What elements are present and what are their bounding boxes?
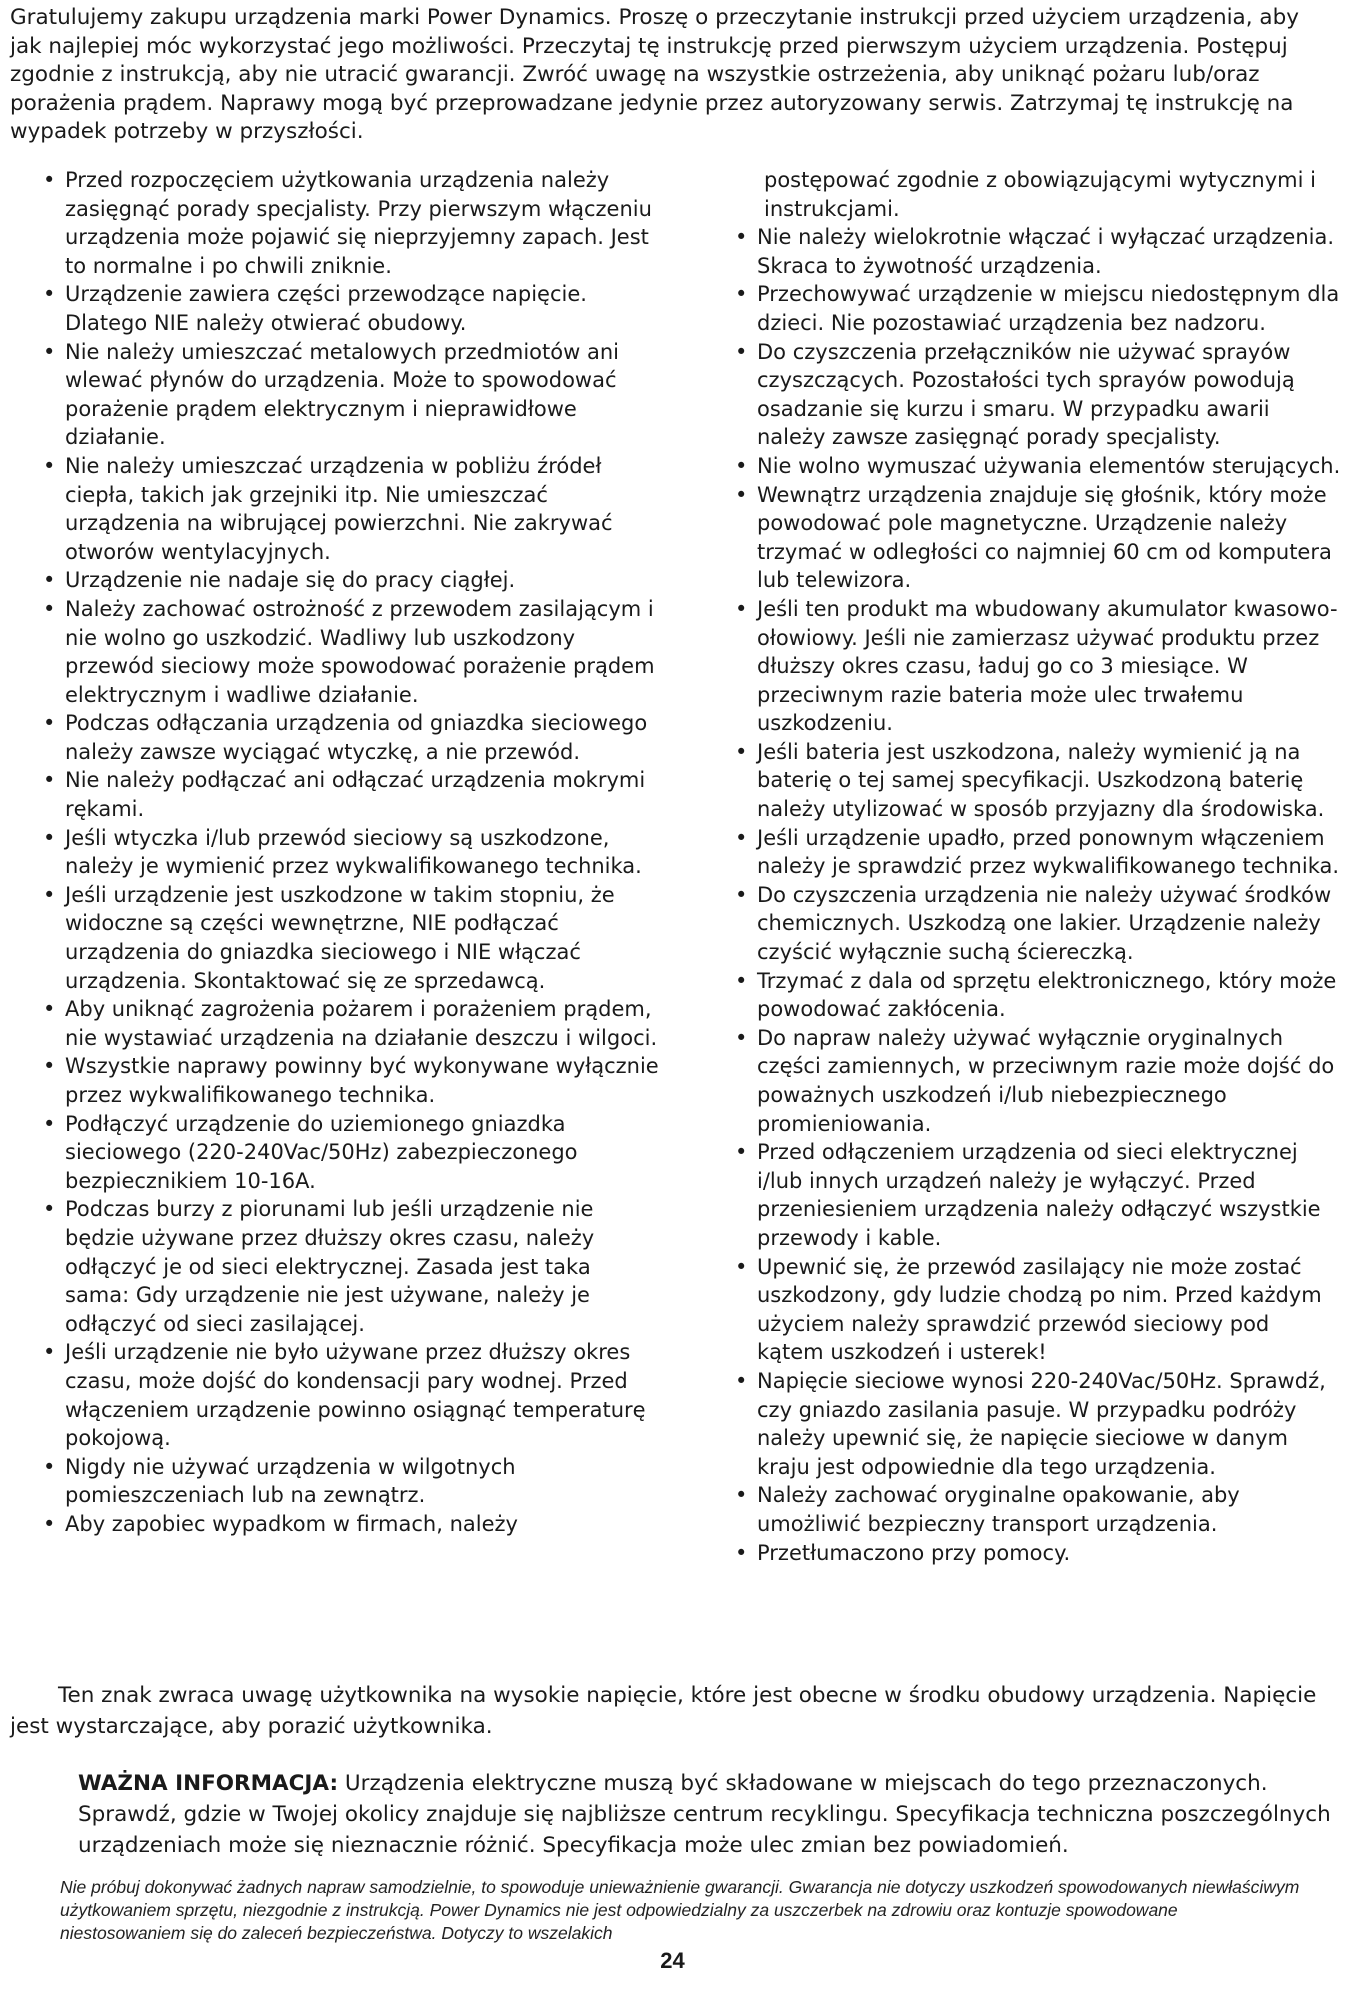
- bullet-icon: •: [735, 596, 748, 621]
- bullet-icon: •: [735, 1254, 748, 1279]
- bullet-icon: •: [735, 1140, 748, 1165]
- list-item: • Podłączyć urządzenie do uziemionego gniazdka sieciowego (220-240Vac/50Hz) zabezpieczonego bezpiecznikiem 10-16A.: [43, 1111, 578, 1193]
- bullet-icon: •: [735, 825, 748, 850]
- list-item: • Do napraw należy używać wyłącznie oryginalnych części zamiennych, w przeciwnym razie może dojść do poważnych uszkodzeń i/lub niebezpiecznego promieniowania.: [735, 1025, 1335, 1136]
- bullet-icon: •: [43, 825, 56, 850]
- intro-paragraph: Gratulujemy zakupu urządzenia marki Power Dynamics. Proszę o przeczytanie instrukcji przed użyciem urządzenia, aby jak najlepiej móc wykorzystać jego możliwości. Przeczytaj tę instrukcję przed pierwszym użyciem urządzenia. Postępuj zgodnie z instrukcją, aby nie utracić gwarancji. Zwróć uwagę na wszystkie ostrzeżenia, aby uniknąć pożaru lub/oraz porażenia prądem. Naprawy mogą być przeprowadzane jedynie przez autoryzowany serwis. Zatrzymaj tę instrukcję na wypadek potrzeby w przyszłości.: [10, 5, 1299, 145]
- list-item: • Nie należy umieszczać urządzenia w pobliżu źródeł ciepła, takich jak grzejniki itp. Nie umieszczać urządzenia na wibrującej powierzchni. Nie zakrywać otworów wentylacyjnych.: [43, 453, 613, 564]
- bullet-icon: •: [735, 225, 748, 250]
- bullet-icon: •: [43, 711, 56, 736]
- list-item: • Przed rozpoczęciem użytkowania urządzenia należy zasięgnąć porady specjalisty. Przy pierwszym włączeniu urządzenia może pojawić się nieprzyjemny zapach. Jest to normalne i po chwili zniknie.: [43, 168, 652, 278]
- list-item: • Należy zachować oryginalne opakowanie, aby umożliwić bezpieczny transport urządzenia.: [735, 1483, 1240, 1536]
- bullet-icon: •: [43, 596, 56, 621]
- list-item: • Przechowywać urządzenie w miejscu niedostępnym dla dzieci. Nie pozostawiać urządzenia bez nadzoru.: [735, 282, 1340, 335]
- bullet-icon: •: [735, 739, 748, 764]
- list-item: • Trzymać z dala od sprzętu elektronicznego, który może powodować zakłócenia.: [735, 968, 1337, 1022]
- list-item-continuation: postępować zgodnie z obowiązującymi wytycznymi i instrukcjami.: [764, 168, 1316, 221]
- bullet-icon: •: [735, 1025, 748, 1050]
- list-item: • Należy zachować ostrożność z przewodem zasilającym i nie wolno go uszkodzić. Wadliwy lub uszkodzony przewód sieciowy może spowodować porażenie prądem elektrycznym i wadliwe działanie.: [43, 596, 655, 707]
- list-item: • Podczas odłączania urządzenia od gniazdka sieciowego należy zawsze wyciągać wtyczkę, a nie przewód.: [43, 711, 648, 764]
- list-item: • Wszystkie naprawy powinny być wykonywane wyłącznie przez wykwalifikowanego technika.: [43, 1054, 659, 1107]
- bullet-icon: •: [43, 282, 56, 307]
- list-item: • Nie należy umieszczać metalowych przedmiotów ani wlewać płynów do urządzenia. Może to spowodować porażenie prądem elektrycznym i nieprawidłowe działanie.: [43, 339, 619, 450]
- bullet-icon: •: [43, 1197, 56, 1222]
- safety-list-right: [702, 166, 1342, 1567]
- list-item: • Nie wolno wymuszać używania elementów sterujących.: [702, 452, 1342, 481]
- list-item: • Urządzenie zawiera części przewodzące napięcie. Dlatego NIE należy otwierać obudowy.: [43, 282, 587, 335]
- list-item: • Aby zapobiec wypadkom w firmach, należy: [10, 1510, 660, 1539]
- bullet-icon: •: [43, 1054, 56, 1079]
- bullet-icon: •: [43, 997, 56, 1022]
- bullet-icon: •: [735, 1368, 748, 1393]
- bullet-icon: •: [43, 568, 56, 593]
- bullet-icon: •: [735, 1540, 748, 1565]
- list-item: • Jeśli urządzenie jest uszkodzone w takim stopniu, że widoczne są części wewnętrzne, NIE podłączać urządzenia do gniazdka sieciowego i NIE włączać urządzenia. Skontaktować się ze sprzedawcą.: [43, 882, 615, 993]
- list-item: • Nie należy wielokrotnie włączać i wyłączać urządzenia. Skraca to żywotność urządzenia.: [735, 225, 1335, 278]
- list-item: • Nigdy nie używać urządzenia w wilgotnych pomieszczeniach lub na zewnątrz.: [43, 1454, 516, 1508]
- bullet-icon: •: [43, 1340, 56, 1365]
- bullet-icon: •: [43, 168, 56, 192]
- list-item: • Aby uniknąć zagrożenia pożarem i porażeniem prądem, nie wystawiać urządzenia na działanie deszczu i wilgoci.: [43, 997, 658, 1050]
- important-text: Urządzenia elektryczne muszą być składowane w miejscach do tego przeznaczonych. Sprawdź, gdzie w Twojej okolicy znajduje się najbliższe centrum recyklingu. Specyfikacja techniczna poszczególnych urządzeniach może się nieznacznie różnić. Specyfikacja może ulec zmian bez powiadomień.: [78, 1771, 1331, 1858]
- bullet-icon: •: [735, 282, 748, 307]
- bullet-icon: •: [43, 1111, 56, 1136]
- high-voltage-notice: Ten znak zwraca uwagę użytkownika na wysokie napięcie, które jest obecne w środku obudowy urządzenia. Napięcie jest wystarczające, aby porazić użytkownika.: [10, 1683, 1317, 1739]
- bullet-icon: •: [43, 768, 56, 793]
- list-item: • Urządzenie nie nadaje się do pracy ciągłej.: [10, 566, 660, 595]
- important-label: WAŻNA INFORMACJA:: [78, 1771, 339, 1796]
- list-item: • Jeśli urządzenie nie było używane przez dłuższy okres czasu, może dojść do kondensacji pary wodnej. Przed włączeniem urządzenie powinno osiągnąć temperaturę pokojową.: [43, 1340, 646, 1451]
- important-information: [78, 1768, 1333, 1861]
- bullet-icon: •: [735, 453, 748, 478]
- list-item: • Przetłumaczono przy pomocy.: [702, 1539, 1342, 1568]
- bullet-icon: •: [43, 453, 56, 478]
- bullet-icon: •: [735, 1483, 748, 1508]
- bullet-icon: •: [43, 339, 56, 364]
- warranty-disclaimer: Nie próbuj dokonywać żadnych napraw samodzielnie, to spowoduje unieważnienie gwarancji. Gwarancja nie dotyczy uszkodzeń spowodowanych niewłaściwym użytkowaniem sprzętu, niezgodnie z instrukcją. Power Dynamics nie jest odpowiedzialny za uszczerbek na zdrowiu oraz kontuzje spowodowane niestosowaniem się do zaleceń bezpieczeństwa. Dotyczy to wszelakich: [60, 1877, 1300, 1943]
- list-item: • Nie należy podłączać ani odłączać urządzenia mokrymi rękami.: [43, 768, 646, 822]
- bullet-icon: •: [735, 339, 748, 364]
- bullet-icon: •: [735, 882, 748, 907]
- list-item: • Napięcie sieciowe wynosi 220-240Vac/50Hz. Sprawdź, czy gniazdo zasilania pasuje. W przypadku podróży należy upewnić się, że napięcie sieciowe w danym kraju jest odpowiednie dla tego urządzenia.: [735, 1368, 1326, 1479]
- bullet-icon: •: [43, 1511, 56, 1536]
- list-item: • Do czyszczenia przełączników nie używać sprayów czyszczących. Pozostałości tych sprayów powodują osadzanie się kurzu i smaru. W przypadku awarii należy zawsze zasięgnąć porady specjalisty.: [735, 339, 1295, 450]
- list-item: • Upewnić się, że przewód zasilający nie może zostać uszkodzony, gdy ludzie chodzą po nim. Przed każdym użyciem należy sprawdzić przewód sieciowy pod kątem uszkodzeń i usterek!: [735, 1254, 1322, 1365]
- bullet-icon: •: [735, 968, 748, 993]
- bullet-icon: •: [43, 882, 56, 907]
- safety-list-left: [10, 166, 660, 1539]
- page-number: 24: [660, 1948, 685, 1973]
- list-item: • Podczas burzy z piorunami lub jeśli urządzenie nie będzie używane przez dłuższy okres czasu, należy odłączyć je od sieci elektrycznej. Zasada jest taka sama: Gdy urządzenie nie jest używane, należy je odłączyć od sieci zasilającej.: [43, 1197, 595, 1336]
- list-item: • Do czyszczenia urządzenia nie należy używać środków chemicznych. Uszkodzą one lakier. Urządzenie należy czyścić wyłącznie suchą ściereczką.: [735, 882, 1332, 965]
- list-item: • Jeśli ten produkt ma wbudowany akumulator kwasowo-ołowiowy. Jeśli nie zamierzasz używać produktu przez dłuższy okres czasu, ładuj go co 3 miesiące. W przeciwnym razie bateria może ulec trwałemu uszkodzeniu.: [735, 596, 1338, 736]
- bullet-icon: •: [43, 1454, 56, 1479]
- bullet-icon: •: [735, 482, 748, 507]
- list-item: • Wewnątrz urządzenia znajduje się głośnik, który może powodować pole magnetyczne. Urządzenie należy trzymać w odległości co najmniej 60 cm od komputera lub telewizora.: [735, 482, 1332, 593]
- list-item: • Jeśli wtyczka i/lub przewód sieciowy są uszkodzone, należy je wymienić przez wykwalifikowanego technika.: [43, 825, 642, 879]
- list-item: • Przed odłączeniem urządzenia od sieci elektrycznej i/lub innych urządzeń należy je wyłączyć. Przed przeniesieniem urządzenia należy odłączyć wszystkie przewody i kable.: [735, 1140, 1321, 1250]
- list-item: • Jeśli urządzenie upadło, przed ponownym włączeniem należy je sprawdzić przez wykwalifikowanego technika.: [735, 825, 1340, 879]
- list-item: • Jeśli bateria jest uszkodzona, należy wymienić ją na baterię o tej samej specyfikacji. Uszkodzoną baterię należy utylizować w sposób przyjazny dla środowiska.: [735, 739, 1325, 822]
